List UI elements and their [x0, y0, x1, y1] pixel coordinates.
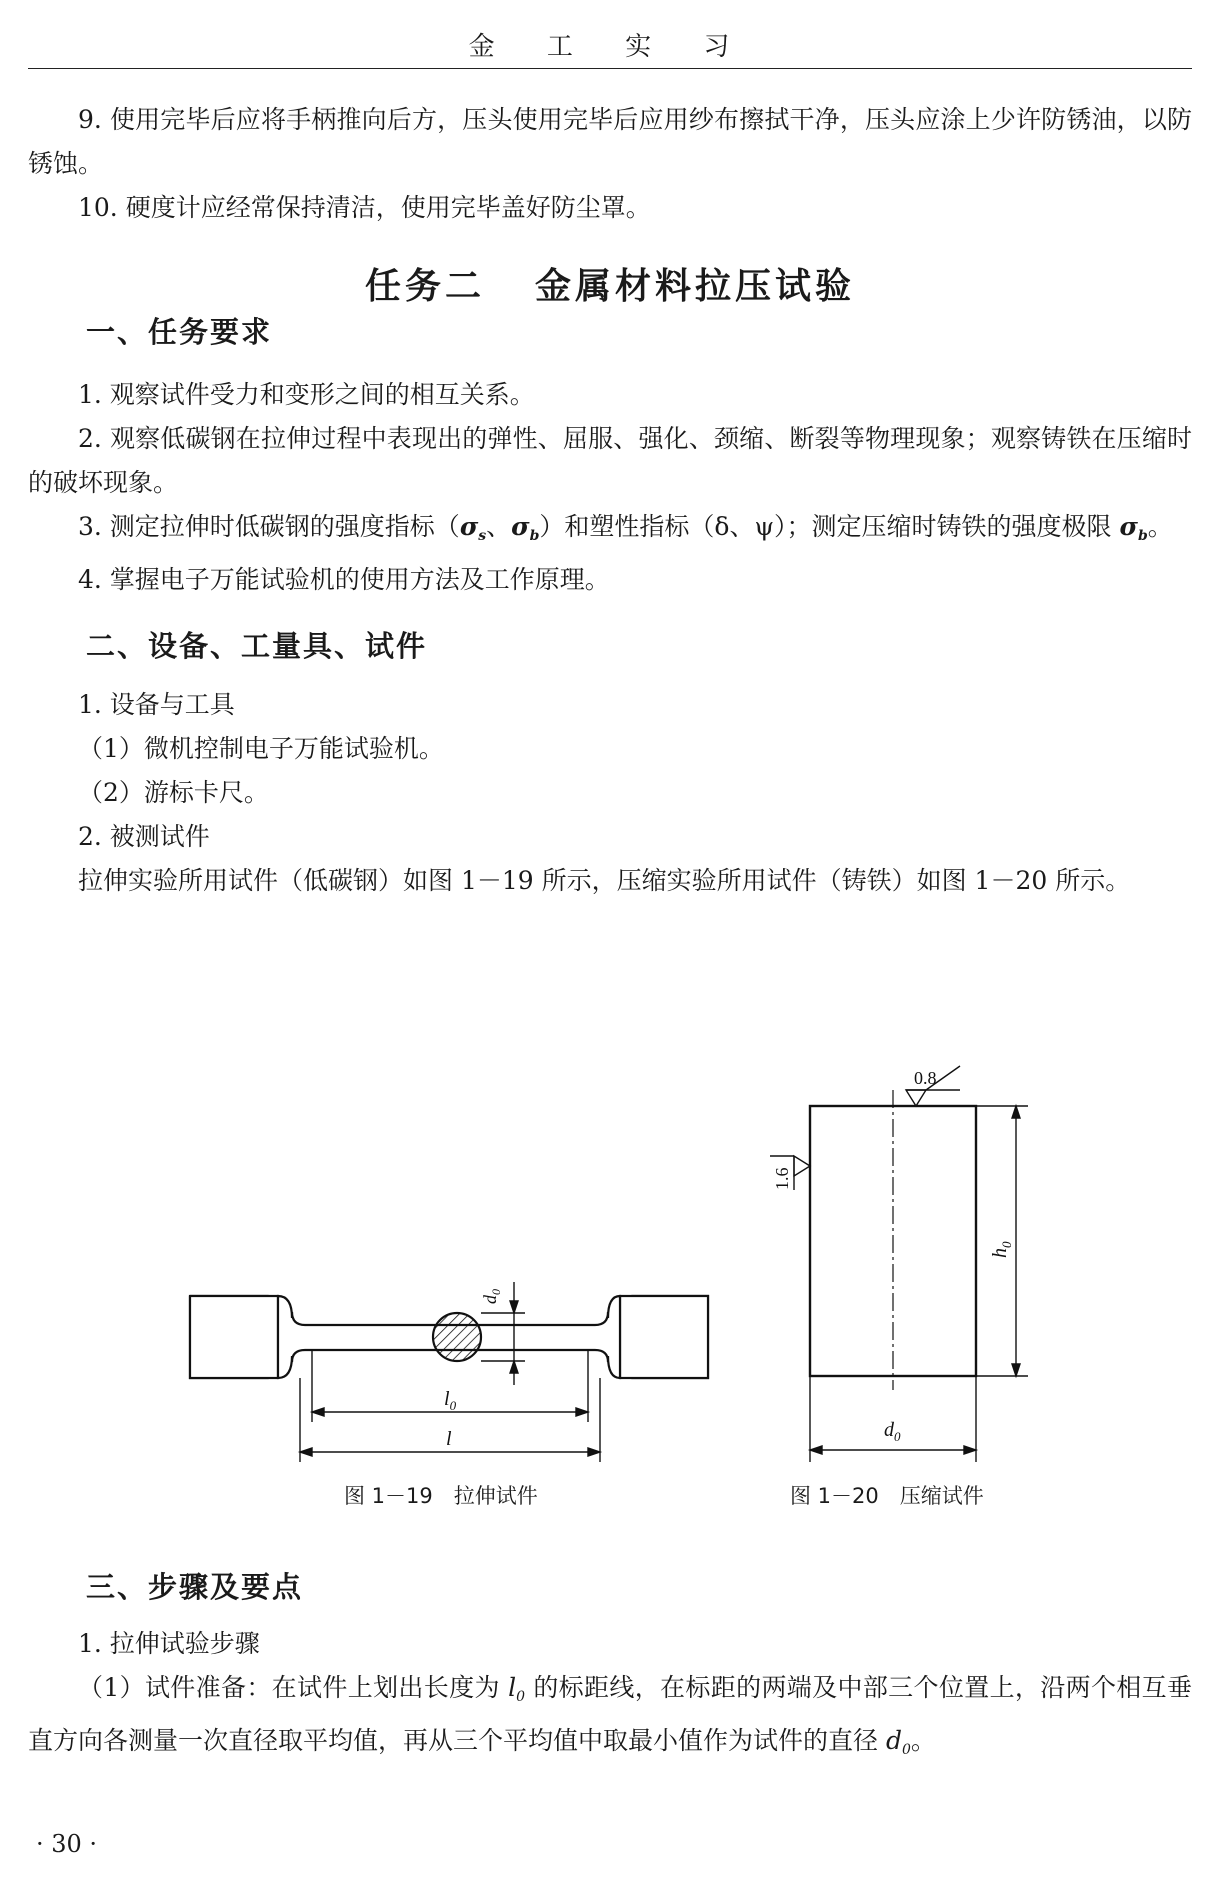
step1-end: 。 [910, 1726, 936, 1755]
d0-label: $d_0$ [480, 1289, 503, 1304]
specimen-description: 拉伸实验所用试件（低碳钢）如图 1－19 所示，压缩实验所用试件（铸铁）如图 1－20 所示。 [78, 866, 1131, 895]
l0-label: $l_0$ [444, 1388, 457, 1413]
figures-svg [0, 1050, 1220, 1500]
specimen-subhead: 2. 被测试件 [78, 822, 210, 851]
sigma-b-symbol: $\sigma_b$ [511, 512, 540, 544]
cross-section-circle [433, 1313, 481, 1361]
task-name: 金属材料拉压试验 [535, 266, 856, 307]
step1-text-b: 的标距线，在标距的两端及中部三个位置上，沿两个相互垂直方向各测量一次直径取平均值，再从三个平均值中取最小值作为试件的直径 [28, 1673, 1193, 1755]
compression-d0-label: $d_0$ [884, 1419, 901, 1444]
h0-dimension [976, 1106, 1028, 1376]
task-title [28, 258, 1192, 309]
figure-1-20-caption: 图 1－20 压缩试件 [790, 1484, 984, 1508]
roughness-top-value: 0.8 [914, 1068, 937, 1088]
tensile-steps-subhead: 1. 拉伸试验步骤 [78, 1629, 260, 1658]
l0-symbol: $l_0$ [508, 1673, 526, 1705]
step1-text-a: （1）试件准备：在试件上划出长度为 [78, 1673, 509, 1702]
item3-text-b: ）和塑性指标（δ、ψ）；测定压缩时铸铁的强度极限 [539, 512, 1120, 541]
l-label: l [446, 1428, 452, 1450]
section-heading-3: 三、步骤及要点 [86, 1570, 304, 1604]
section-heading-2: 二、设备、工量具、试件 [86, 629, 428, 663]
sigma-s-symbol: $\sigma_s$ [459, 512, 487, 544]
section-1 [28, 310, 1192, 903]
h0-label: $h_0$ [989, 1241, 1014, 1258]
page-body [28, 98, 1192, 230]
intro-item-10: 10. 硬度计应经常保持清洁，使用完毕盖好防尘罩。 [78, 193, 651, 222]
intro-item-9: 9. 使用完毕后应将手柄推向后方，压头使用完毕后应用纱布擦拭干净，压头应涂上少许防锈油，以防锈蚀。 [28, 105, 1192, 178]
task-label: 任务二 [364, 266, 485, 307]
sigma-b-limit-symbol: $\sigma_b$ [1119, 512, 1148, 544]
roughness-side-value: 1.6 [772, 1167, 792, 1190]
figure-1-19-caption: 图 1－19 拉伸试件 [344, 1484, 538, 1508]
section-3 [28, 1565, 1192, 1772]
page-number: · 30 · [36, 1830, 98, 1858]
requirement-item-3 [28, 505, 1192, 558]
item3-end: 。 [1147, 512, 1173, 541]
d0-symbol: $d_0$ [885, 1726, 911, 1758]
equipment-subhead: 1. 设备与工具 [78, 690, 235, 719]
running-head: 金 工 实 习 [468, 32, 752, 62]
header-rule [28, 68, 1192, 69]
tool-item-1: （1）微机控制电子万能试验机。 [78, 734, 444, 763]
item3-sep: 、 [486, 512, 512, 541]
step-1-paragraph [28, 1666, 1192, 1772]
item3-text-a: 3. 测定拉伸时低碳钢的强度指标（ [78, 512, 460, 541]
requirement-item-4: 4. 掌握电子万能试验机的使用方法及工作原理。 [78, 565, 610, 594]
section-heading-1: 一、任务要求 [86, 315, 273, 349]
requirement-item-2: 2. 观察低碳钢在拉伸过程中表现出的弹性、屈服、强化、颈缩、断裂等物理现象；观察铸铁在压缩时的破坏现象。 [28, 424, 1192, 497]
requirement-item-1: 1. 观察试件受力和变形之间的相互关系。 [78, 380, 535, 409]
tool-item-2: （2）游标卡尺。 [78, 778, 269, 807]
